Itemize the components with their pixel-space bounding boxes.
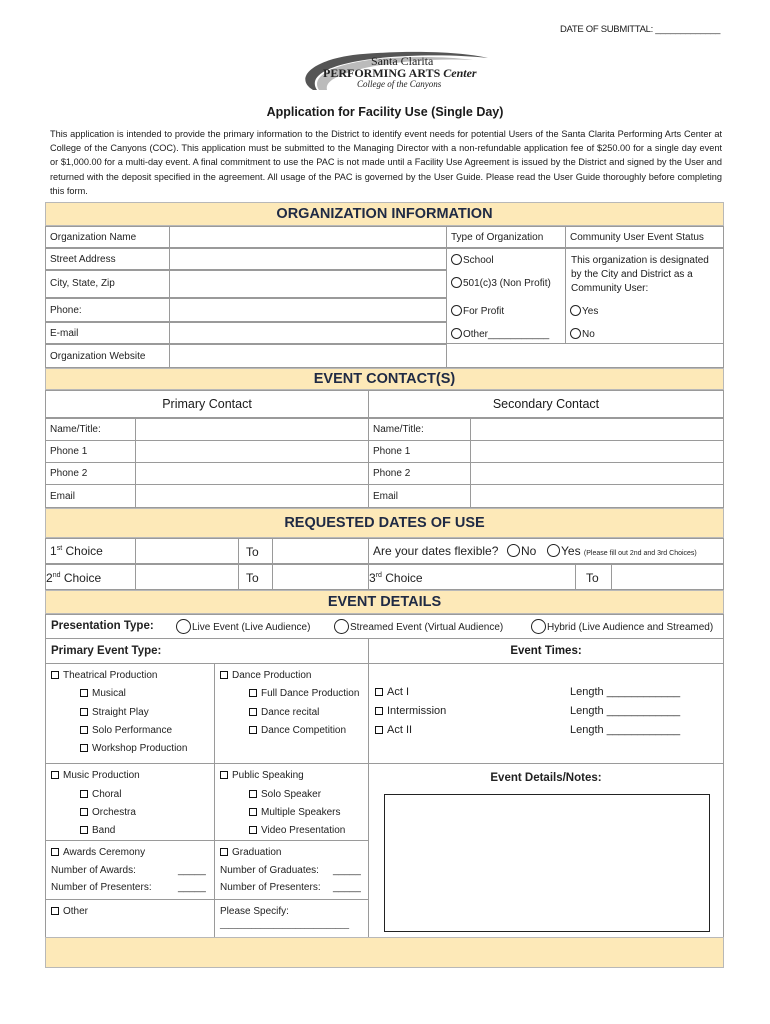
radio-icon[interactable] [451,277,462,288]
checkbox-icon[interactable] [249,708,257,716]
workshop-option[interactable]: Workshop Production [80,743,187,754]
graduation-option[interactable]: Graduation [220,847,281,858]
radio-icon[interactable] [451,328,462,339]
please-specify-field[interactable]: _____________________________ [220,920,350,929]
num-awards-field[interactable]: _____ [178,865,206,876]
p-email-field[interactable] [135,484,369,508]
public-speaking-option[interactable]: Public Speaking [220,770,304,781]
intro-paragraph: This application is intended to provide the primary information to the District to identify event needs for potential Users of the Santa Clarita Performing Arts Center at College of the Canyons (COC). This application must be submitted to the Managing Director with a non-refundable application fee of $250.00 for a single day event or $1,000.00 for a multi-day event. A final commitment to use the PAC is not made until a Facility Use Agreement is issued by the District and signed by the User and returned with the deposit specified in the agreement. All usage of the PAC is governed by the User Guide. Please read the User Guide thoroughly before completing this form. [50,129,722,196]
checkbox-icon[interactable] [249,790,257,798]
act2-length[interactable]: Length ____________ [570,724,681,736]
org-info-heading: ORGANIZATION INFORMATION [45,202,724,226]
second-choice-from-field[interactable] [135,564,239,590]
checkbox-icon[interactable] [80,790,88,798]
radio-icon[interactable] [531,619,546,634]
checkbox-icon[interactable] [220,848,228,856]
awards-block [45,840,215,900]
s-phone1-field[interactable] [470,440,724,463]
type-other-option[interactable]: Other___________ [451,328,549,340]
org-type-heading-cell [446,226,566,248]
email-label-cell [45,322,170,344]
third-choice-cell[interactable] [368,564,576,590]
org-name-label-cell [45,226,170,248]
act1-option[interactable]: Act I [375,686,409,698]
logo-line2b: Center [443,66,477,80]
type-nonprofit-option[interactable]: 501(c)3 (Non Profit) [451,277,551,289]
street-field[interactable] [169,248,447,270]
checkbox-icon[interactable] [220,671,228,679]
presentation-type-row [45,614,724,639]
checkbox-icon[interactable] [80,708,88,716]
radio-icon[interactable] [570,328,581,339]
first-to-cell [238,538,273,564]
intermission-option[interactable]: Intermission [375,705,446,717]
s-phone1-label: Phone 1 [373,446,411,457]
p-phone1-label-cell [45,440,136,463]
first-choice-from-field[interactable] [135,538,239,564]
logo-line2: PERFORMING ARTS [323,66,441,80]
checkbox-icon[interactable] [80,726,88,734]
num-presenters-field[interactable]: _____ [178,882,206,893]
checkbox-icon[interactable] [80,689,88,697]
s-name-label: Name/Title: [373,424,424,435]
p-phone2-label: Phone 2 [50,468,88,479]
flexible-no-option[interactable]: No [507,544,536,558]
full-dance-option[interactable]: Full Dance Production [249,688,359,699]
city-label: City, State, Zip [50,278,115,289]
status-yes-option[interactable]: Yes [570,305,598,317]
org-blank-cell [446,344,724,368]
phone-label: Phone: [50,305,82,316]
p-name-field[interactable] [135,418,369,441]
event-details-heading: EVENT DETAILS [45,590,724,614]
phone-field[interactable] [169,298,447,322]
radio-icon[interactable] [334,619,349,634]
awards-option[interactable]: Awards Ceremony [51,847,145,858]
org-name-field[interactable] [169,226,447,248]
checkbox-icon[interactable] [51,671,59,679]
checkbox-icon[interactable] [249,808,257,816]
org-type-heading: Type of Organization [451,232,544,243]
flexible-question: Are your dates flexible? [373,544,499,558]
public-speaking-block [214,763,369,841]
num-presenters-label: Number of Presenters: [51,882,152,893]
band-option[interactable]: Band [80,825,115,836]
email-field[interactable] [169,322,447,344]
intermission-length[interactable]: Length ____________ [570,705,681,717]
checkbox-icon[interactable] [51,771,59,779]
dance-block [214,663,369,764]
dance-recital-option[interactable]: Dance recital [249,707,319,718]
s-email-field[interactable] [470,484,724,508]
radio-icon[interactable] [451,305,462,316]
pt-streamed-option[interactable]: Streamed Event (Virtual Audience) [334,619,503,634]
pt-live-option[interactable]: Live Event (Live Audience) [176,619,310,634]
event-contacts-heading: EVENT CONTACT(S) [45,368,724,390]
act1-length[interactable]: Length ____________ [570,686,681,698]
second-to-label: To [246,571,259,585]
second-choice-label: 2nd Choice [46,571,102,585]
primary-type-cell [45,638,369,664]
website-label-cell [45,344,170,368]
street-label-cell [45,248,170,270]
other-block [45,899,215,938]
dance-option[interactable]: Dance Production [220,670,312,681]
page-title: Application for Facility Use (Single Day) [266,105,504,119]
status-heading: Community User Event Status [570,232,704,243]
status-options [565,248,724,344]
radio-icon[interactable] [547,544,560,557]
second-choice-to-field[interactable] [272,564,369,590]
primary-contact-heading: Primary Contact [45,390,369,418]
primary-event-type-label: Primary Event Type: [51,645,162,657]
p-phone1-field[interactable] [135,440,369,463]
pt-hybrid-option[interactable]: Hybrid (Live Audience and Streamed) [531,619,713,634]
checkbox-icon[interactable] [375,726,383,734]
orchestra-option[interactable]: Orchestra [80,807,136,818]
website-label: Organization Website [50,351,146,362]
dance-competition-option[interactable]: Dance Competition [249,725,346,736]
secondary-contact-heading: Secondary Contact [368,390,724,418]
checkbox-icon[interactable] [80,744,88,752]
event-times-label: Event Times: [368,638,724,664]
checkbox-icon[interactable] [220,771,228,779]
p-name-label: Name/Title: [50,424,101,435]
email-label: E-mail [50,328,79,339]
checkbox-icon[interactable] [249,726,257,734]
multiple-speakers-option[interactable]: Multiple Speakers [249,807,340,818]
flexible-cell [368,538,724,564]
music-option[interactable]: Music Production [51,770,140,781]
s-phone2-label-cell [368,462,471,485]
logo-line1: Santa Clarita [371,54,434,68]
musical-option[interactable]: Musical [80,688,126,699]
notes-textarea[interactable] [384,794,710,932]
choral-option[interactable]: Choral [80,789,121,800]
checkbox-icon[interactable] [375,688,383,696]
p-phone1-label: Phone 1 [50,446,88,457]
third-to-label: To [586,571,599,585]
solo-performance-option[interactable]: Solo Performance [80,725,172,736]
s-name-label-cell [368,418,471,441]
num-awards-label: Number of Awards: [51,865,136,876]
first-choice-label-cell [45,538,136,564]
pac-logo [283,48,493,94]
solo-speaker-option[interactable]: Solo Speaker [249,789,321,800]
p-email-label: Email [50,491,76,502]
theatrical-block [45,663,215,764]
specify-block [214,899,369,938]
please-specify-label: Please Specify: [220,906,289,917]
third-to-cell [575,564,612,590]
video-presentation-option[interactable]: Video Presentation [249,825,345,836]
s-email-label: Email [373,491,399,502]
date-of-submittal[interactable]: DATE OF SUBMITTAL: _____________ [560,24,721,35]
type-school-option[interactable]: School [451,254,494,266]
third-choice-label: 3rd Choice [369,571,423,585]
first-choice-label: 1st Choice [50,544,103,558]
checkbox-icon[interactable] [80,826,88,834]
music-block [45,763,215,841]
city-field[interactable] [169,270,447,298]
event-times-block [368,663,724,764]
s-phone2-label: Phone 2 [373,468,411,479]
radio-icon[interactable] [451,254,462,265]
first-choice-to-field[interactable] [272,538,369,564]
city-label-cell [45,270,170,298]
third-choice-to-field[interactable] [611,564,724,590]
checkbox-icon[interactable] [249,826,257,834]
s-name-field[interactable] [470,418,724,441]
p-email-label-cell [45,484,136,508]
org-name-label: Organization Name [50,232,137,243]
grad-presenters-label: Number of Presenters: [220,882,321,893]
straight-play-option[interactable]: Straight Play [80,707,149,718]
type-forprofit-option[interactable]: For Profit [451,305,504,317]
first-to-label: To [246,545,259,559]
checkbox-icon[interactable] [375,707,383,715]
radio-icon[interactable] [507,544,520,557]
other-option[interactable]: Other [51,906,88,917]
checkbox-icon[interactable] [51,848,59,856]
radio-icon[interactable] [570,305,581,316]
checkbox-icon[interactable] [80,808,88,816]
act2-option[interactable]: Act II [375,724,412,736]
website-field[interactable] [169,344,447,368]
s-phone1-label-cell [368,440,471,463]
checkbox-icon[interactable] [249,689,257,697]
second-to-cell [238,564,273,590]
status-heading-cell [565,226,724,248]
status-no-option[interactable]: No [570,328,595,340]
graduation-block [214,840,369,900]
org-type-options [446,248,566,344]
p-phone2-label-cell [45,462,136,485]
street-label: Street Address [50,254,116,265]
logo-line3: College of the Canyons [357,79,442,89]
num-graduates-label: Number of Graduates: [220,865,319,876]
notes-block [368,763,724,938]
notes-label: Event Details/Notes: [490,772,602,784]
p-name-label-cell [45,418,136,441]
requested-dates-heading: REQUESTED DATES OF USE [45,508,724,538]
num-graduates-field[interactable]: _____ [333,865,361,876]
theatrical-option[interactable]: Theatrical Production [51,670,158,681]
p-phone2-field[interactable] [135,462,369,485]
presentation-type-label: Presentation Type: [51,620,154,632]
bottom-band [45,937,724,968]
s-email-label-cell [368,484,471,508]
s-phone2-field[interactable] [470,462,724,485]
second-choice-label-cell [45,564,136,590]
checkbox-icon[interactable] [51,907,59,915]
phone-label-cell [45,298,170,322]
status-text: This organization is designated by the City and District as a Community User: [571,255,709,294]
grad-presenters-field[interactable]: _____ [333,882,361,893]
radio-icon[interactable] [176,619,191,634]
flexible-yes-option[interactable]: Yes (Please fill out 2nd and 3rd Choices) [547,544,697,558]
